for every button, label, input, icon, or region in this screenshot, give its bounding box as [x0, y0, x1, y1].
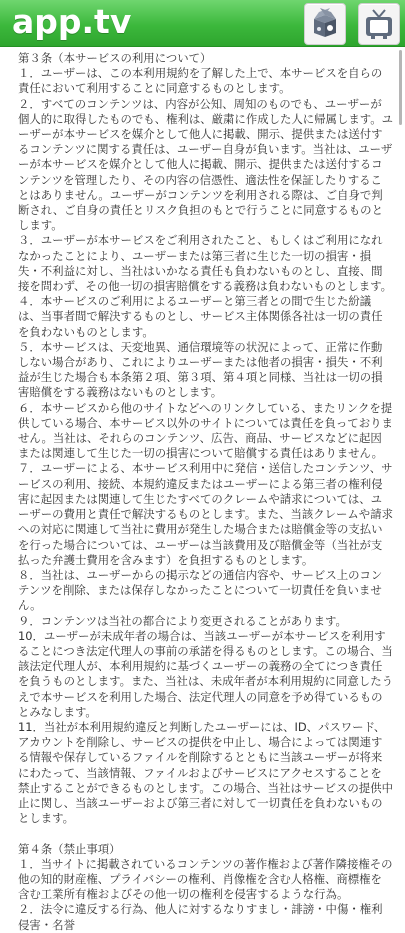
- tv-button[interactable]: [358, 3, 400, 45]
- box-button[interactable]: [304, 3, 346, 45]
- scrollbar[interactable]: [399, 50, 402, 125]
- app-header: [0, 0, 405, 47]
- terms-text: 第３条（本サービスの利用について） １．ユーザーは、この本利用規約を了解した上で、本サービスを自らの責任において利用することに同意するものとします。 ２．すべてのコンテンツは、内容が公知、周知のものでも、ユーザーが個人的に取得したものでも、権利は、厳粛に作成した人に帰属します。ユーザーが本サービスを媒介として他人に掲載、開示、提供または送付するコンテンツに関する責任は、ユーザー自身が負います。当社は、ユーザーが本サービスを媒介として他人に掲載、開示、提供または送付するコンテンツを管理したり、その内容の信憑性、適法性を保証したりすることはありません。ユーザーがコンテンツを利用される際は、ご自身で判断され、ご自身の責任とリスク負担のもとで行うことに同意するものとします。 ３．ユーザーが本サービスをご利用されたこと、もしくはご利用になれなかったことにより、ユーザーまたは第三者に生じた一切の損害・損失・不利益に対し、当社はいかなる責任も負わないものとし、直接、間接を問わず、その他一切の損害賠償をする義務は負わないものとします。 ４．本サービスのご利用によるユーザーと第三者との間で生じた紛議は、当事者間で解決するものとし、サービス主体関係各社は一切の責任を負わないものとします。 ５．本サービスは、天変地異、通信環境等の状況によって、正常に作動しない場合があり、これによりユーザーまたは他者の損害・損失・不利益が生じた場合も本条第２項、第３項、第４項と同様、当社は一切の損害賠償をする義務はないものとします。 ６．本サービスから他のサイトなどへのリンクしている、またリンクを提供している場合、本サービス以外のサイトについては責任を負っておりません。当社は、それらのコンテンツ、広告、商品、サービスなどに起因または関連して生じた一切の損害について賠償する責任はありません。 ７．ユーザーによる、本サービス利用中に発信・送信したコンテンツ、サービスの利用、接続、本規約違反またはユーザーによる第三者の権利侵害に起因または関連して生じたすべてのクレームや請求については、ユーザーの費用と責任で解決するものとします。また、当該クレームや請求への対応に関連して当社に費用が発生した場合または賠償金等の支払いを行った場合については、ユーザーは当該費用及び賠償金等（当社が支払った弁護士費用を含みます）を負担するものとします。 ８．当社は、ユーザーからの掲示などの通信内容や、サービス上のコンテンツを削除、または保存しなかったことについて一切責任を負いません。 ９．コンテンツは当社の都合により変更されることがあります。 10．ユーザーが未成年者の場合は、当該ユーザーが本サービスを利用することにつき法定代理人の事前の承諾を得るものとします。この場合、当該法定代理人が、本利用規約に基づくユーザーの義務の全てにつき責任を負うものとします。また、当社は、未成年者が本利用規約に同意したうえで本サービスを利用した場合、法定代理人の同意を予め得ているものとみなします。 11．当社が本利用規約違反と判断したユーザーには、ID、パスワード、アカウントを削除し、サービスの提供を中止し、場合によっては関連する情報や保存しているファイルを削除するとともに当該ユーザーが将来にわたって、当該情報、ファイルおよびサービスにアクセスすることを禁止することができるものとします。この場合、当社はサービスの提供中止に関し、当該ユーザーおよび第三者に対して一切責任を負わないものとします。 第４条（禁止事項） １．当サイトに掲載されているコンテンツの著作権および著作隣接権その他の知的財産権、プライバシーの権利、肖像権を含む人格権、商標権を含む工業所有権およびその他一切の権利を侵害するような行為。 ２．法令に違反する行為、他人に対するなりすまし・誹謗・中傷・権利侵害・名誉: [18, 51, 393, 932]
- app-logo[interactable]: app.tv: [12, 2, 132, 41]
- tv-icon: [359, 4, 399, 44]
- box-icon: [305, 4, 345, 44]
- terms-content[interactable]: [0, 47, 405, 932]
